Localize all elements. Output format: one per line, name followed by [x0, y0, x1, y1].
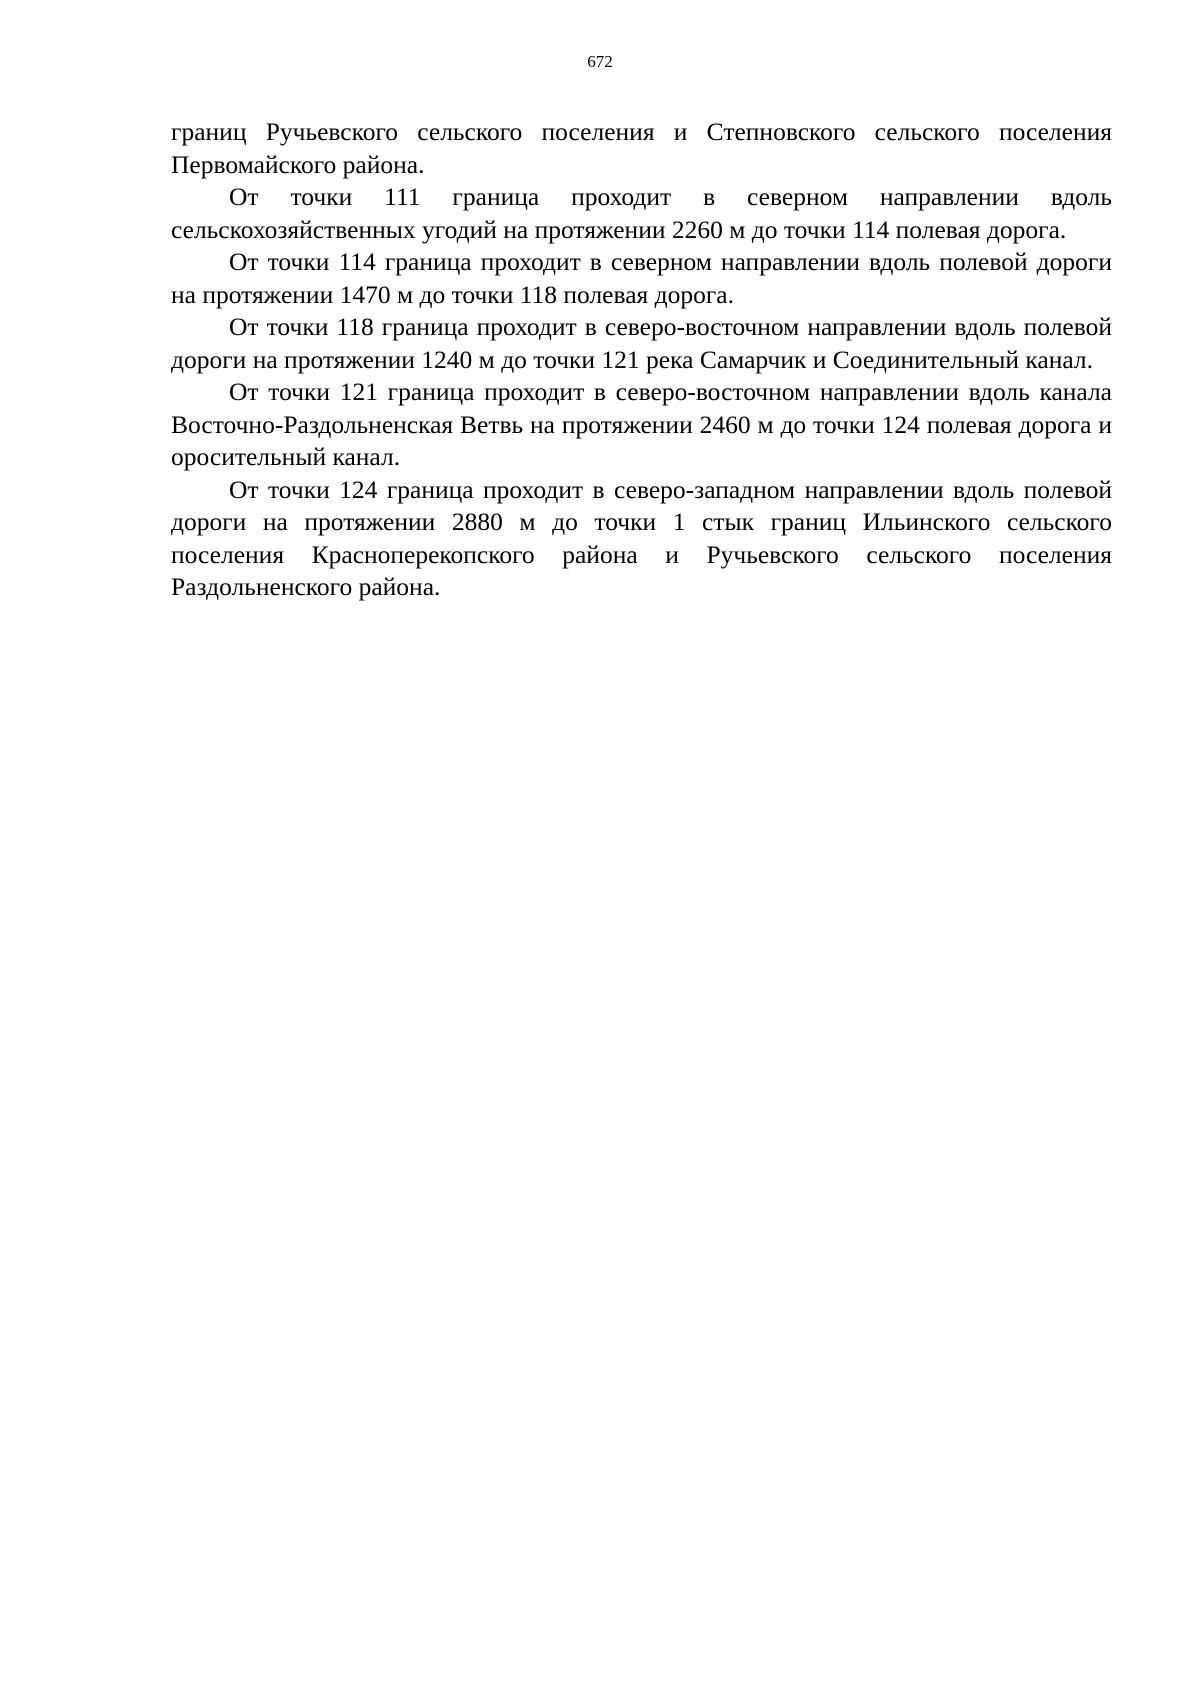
paragraph-point-124: От точки 124 граница проходит в северо-западном направлении вдоль полевой дороги на протяжении 2880 м до точки 1 стык границ Ильинского сельского поселения Красноперекопского района и Ручьевского сельского поселения Раздольненского района.	[171, 474, 1112, 601]
paragraph-point-111: От точки 111 граница проходит в северном направлении вдоль сельскохозяйственных угодий на протяжении 2260 м до точки 114 полевая дорога.	[171, 182, 1112, 244]
document-body	[171, 116, 1112, 604]
paragraph-point-121: От точки 121 граница проходит в северо-восточном направлении вдоль канала Восточно-Раздольненская Ветвь на протяжении 2460 м до точки 124 полевая дорога и оросительный канал.	[171, 377, 1112, 471]
paragraph-continuation: границ Ручьевского сельского поселения и Степновского сельского поселения Первомайского района.	[171, 117, 1112, 179]
page-number: 672	[587, 52, 613, 71]
paragraph-point-114: От точки 114 граница проходит в северном направлении вдоль полевой дороги на протяжении 1470 м до точки 118 полевая дорога.	[171, 247, 1112, 309]
paragraph-point-118: От точки 118 граница проходит в северо-восточном направлении вдоль полевой дороги на протяжении 1240 м до точки 121 река Самарчик и Соединительный канал.	[171, 312, 1112, 374]
